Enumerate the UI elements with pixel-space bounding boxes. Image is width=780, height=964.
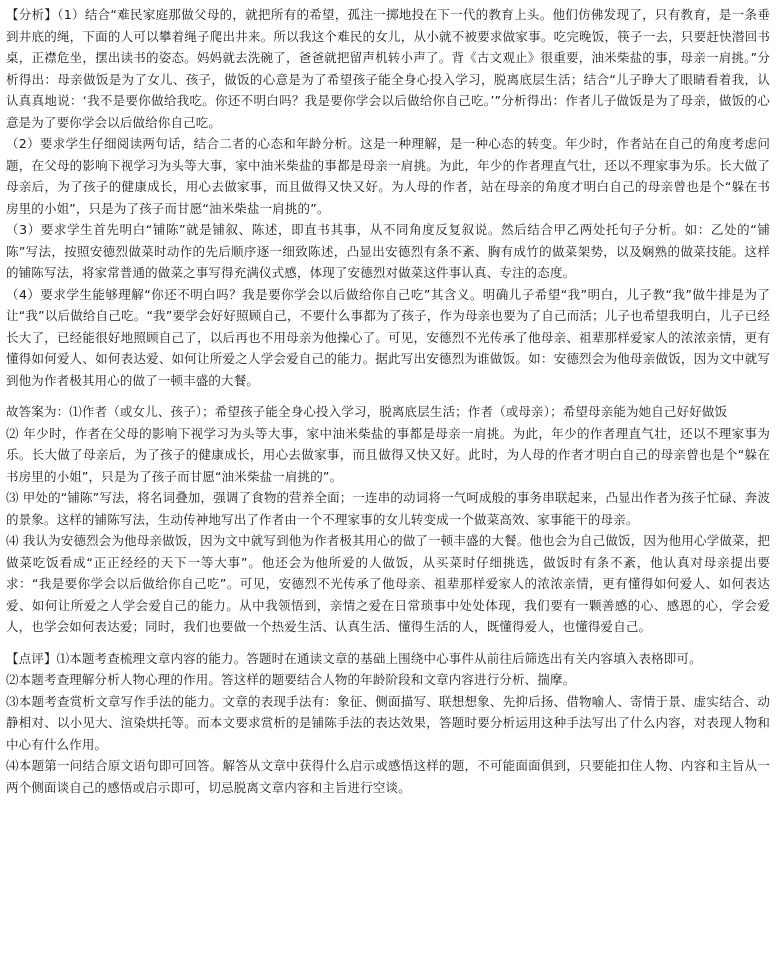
answer-paragraph-4: ⑷ 我认为安德烈会为他母亲做饭，因为文中就写到他为作者极其用心的做了一顿丰盛的大餐。他也会为自己做饭，因为他用心学做菜，把做菜吃饭看成“正正经经的天下一等大事”。他还会为他所爱的人做饭，从买菜时仔细挑选，做饭时有条不紊，他认真对母亲提出要求：“我是要你学会以后做给你自己吃”。可见，安德烈不光传承了他母亲、祖辈那样爱家人的浓浓亲情，更有懂得如何爱人、如何表达爱、如何让所爱之人学会爱自己的能力。从中我领悟到，亲情之爱在日常琐事中处处体现，我们要有一颗善感的心、感恩的心，学会爱人，也学会如何表达爱；同时，我们也要做一个热爱生活、认真生活、懂得生活的人，既懂得爱人，也懂得爱自己。	[6, 533, 770, 634]
comment-c1-text: ⑴本题考查梳理文章内容的能力。答题时在通读文章的基础上围绕中心事件从前往后筛选出有关内容填入表格即可。	[56, 650, 702, 666]
comment-paragraph-3: ⑶本题考查赏析文章写作手法的能力。文章的表现手法有：象征、侧面描写、联想想象、先抑后扬、借物喻人、寄情于景、虚实结合、动静相对、以小见大、渲染烘托等。而本文要求赏析的是铺陈手法的表达效果，答题时要分析运用这种手法写出了什么内容，对表现人物和中心有什么作用。	[6, 693, 770, 752]
section-gap	[6, 638, 770, 648]
analysis-section	[6, 4, 770, 391]
answer-paragraph-2: ⑵ 年少时，作者在父母的影响下视学习为头等大事，家中油米柴盐的事都是母亲一肩挑。为此，年少的作者理直气壮，还以不理家事为乐。长大做了母亲后，为了孩子的健康成长，用心去做家事，而且做得又快又好。此时，为人母的作者才明白自己的母亲曾也是个“躲在书房里的小姐”，只是为了孩子而甘愿“油米柴盐一肩挑的”。	[6, 425, 770, 484]
comment-paragraph-4: ⑷本题第一问结合原文语句即可回答。解答从文章中获得什么启示或感悟这样的题，不可能面面俱到，只要能扣住人物、内容和主旨从一两个侧面谈自己的感悟或启示即可，切忌脱离文章内容和主旨进行空谈。	[6, 758, 770, 795]
comment-section	[6, 648, 770, 799]
answer-paragraph-3: ⑶ 甲处的“铺陈”写法，将名词叠加，强调了食物的营养全面；一连串的动词将一气呵成般的事务串联起来，凸显出作者为孩子忙碌、奔波的景象。这样的铺陈写法，生动传神地写出了作者由一个不理家事的女儿转变成一个做菜高效、家事能干的母亲。	[6, 490, 770, 527]
analysis-p1-text: （1）结合“难民家庭那做父母的，就把所有的希望，孤注一掷地投在下一代的教育上头。他们仿佛发现了，只有教育，是一条垂到井底的绳，下面的人可以攀着绳子爬出井来。所以我这个难民的女儿，从小就不被要求做家事。吃完晚饭，筷子一去，只要赶快潜回书桌，正襟危坐，摆出读书的姿态。妈妈就去洗碗了，爸爸就把留声机转小声了。背《古文观止》很重要，油米柴盐的事，母亲一肩挑。”分析得出：母亲做饭是为了女儿、孩子，做饭的心意是为了希望孩子能全身心投入学习，脱离底层生活；结合“儿子睁大了眼睛看着我，认认真真地说：‘我不是要你做给我吃。你还不明白吗？我是要你学会以后做给你自己吃。’”分析得出：作者儿子做饭是为了母亲，做饭的心意是为了要你学会以后做给你自己吃。	[6, 7, 770, 130]
analysis-paragraph-1	[6, 4, 770, 133]
analysis-label: 【分析】	[6, 7, 58, 22]
answer-paragraph-1: 故答案为：⑴作者（或女儿、孩子）；希望孩子能全身心投入学习，脱离底层生活；作者（或母亲）；希望母亲能为她自己好好做饭	[6, 404, 728, 419]
comment-paragraph-2: ⑵本题考查理解分析人物心理的作用。答这样的题要结合人物的年龄阶段和文章内容进行分析、揣摩。	[6, 672, 576, 687]
comment-label: 【点评】	[6, 650, 57, 666]
analysis-paragraph-3: （3）要求学生首先明白“铺陈”就是铺叙、陈述，即直书其事，从不同角度反复叙说。然后结合甲乙两处托句子分析。如：乙处的“铺陈”写法，按照安德烈做菜时动作的先后顺序逐一细致陈述，凸显出安德烈有条不紊、胸有成竹的做菜架势，以及娴熟的做菜技能。这样的铺陈写法，将家常普通的做菜之事写得充满仪式感，体现了安德烈对做菜这件事认真、专注的态度。	[6, 222, 770, 280]
comment-paragraph-1	[6, 648, 770, 670]
analysis-paragraph-2: （2）要求学生仔细阅读两句话，结合二者的心态和年龄分析。这是一种理解，是一种心态的转变。年少时，作者站在自己的角度考虑问题，在父母的影响下视学习为头等大事，家中油米柴盐的事都是母亲一肩挑。为此，年少的作者理直气壮，还以不理家事为乐。长大做了母亲后，为了孩子的健康成长，用心去做家事，而且做得又快又好。为人母的作者，站在母亲的角度才明白自己的母亲曾也是个“躲在书房里的小姐”，只是为了孩子而甘愿“油米柴盐一肩挑的”。	[6, 136, 770, 216]
section-gap	[6, 391, 770, 401]
analysis-paragraph-4: （4）要求学生能够理解“你还不明白吗？我是要你学会以后做给你自己吃”其含义。明确儿子希望“我”明白，儿子教“我”做牛排是为了让“我”以后做给自己吃。“我”要学会好好照顾自己，不要什么事都为了孩子，作为母亲也要为了自己而活；儿子也希望我明白，儿子已经长大了，已经能很好地照顾自己了，以后再也不用母亲为他操心了。可见，安德烈不光传承了他母亲、祖辈那样爱家人的浓浓亲情，更有懂得如何爱人、如何表达爱、如何让所爱之人学会爱自己的能力。据此写出安德烈为谁做饭。如：安德烈会为他母亲做饭，因为文中就写到他为作者极其用心的做了一顿丰盛的大餐。	[6, 286, 770, 388]
answer-section	[6, 401, 770, 638]
